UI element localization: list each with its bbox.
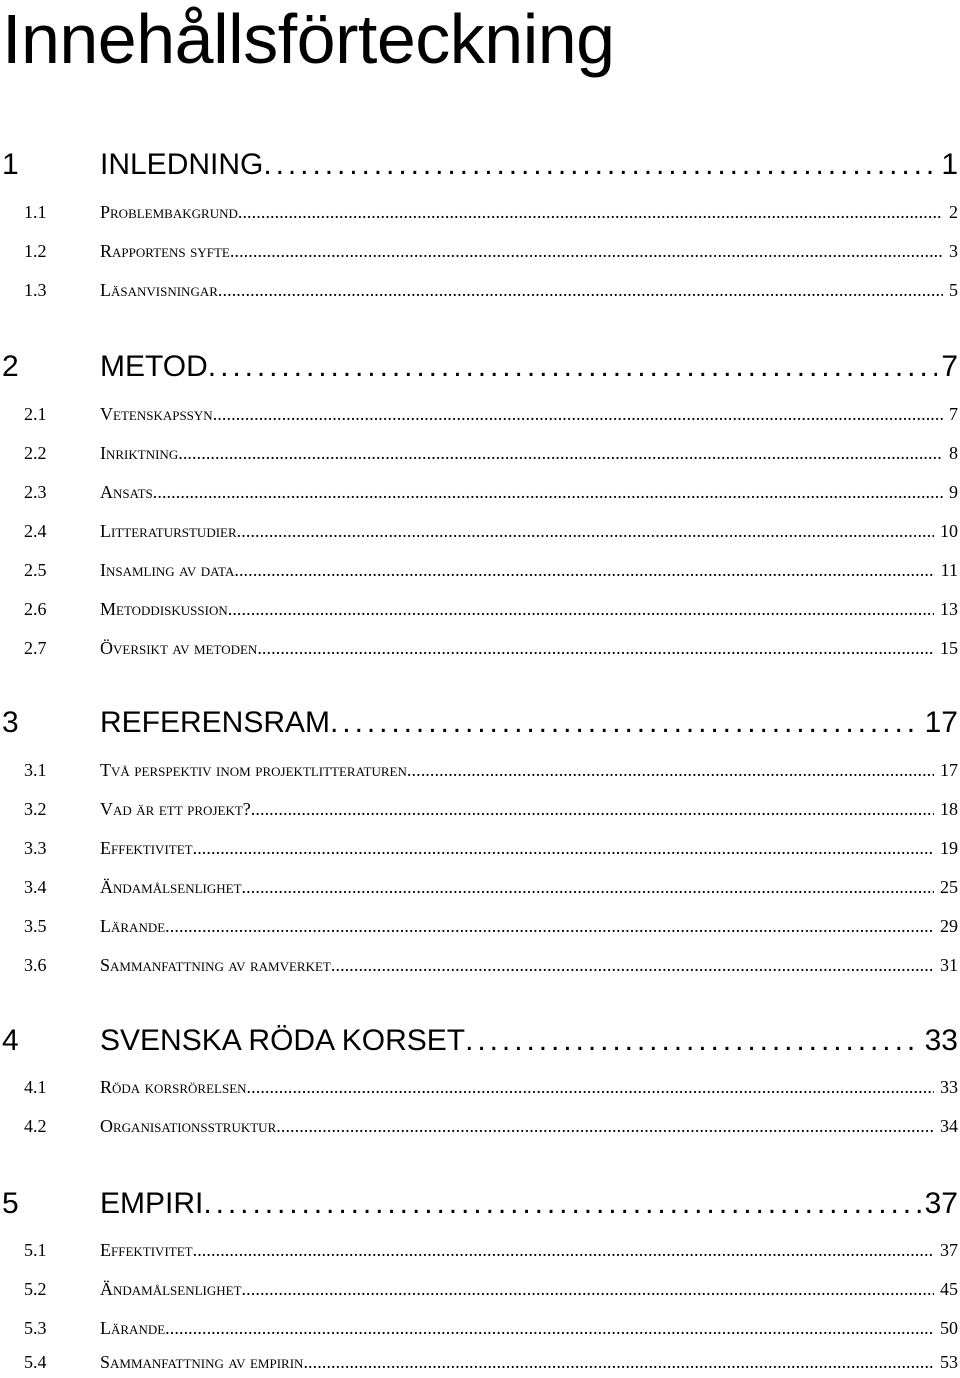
section-number: 5.3 <box>24 1318 47 1338</box>
section-title: Sammanfattning av ramverket <box>100 955 331 975</box>
section-number: 5.1 <box>24 1240 47 1260</box>
dot-leader <box>276 1116 934 1137</box>
section-title: Vetenskapssyn <box>100 404 213 424</box>
chapter-number: 4 <box>2 1024 19 1057</box>
toc-section-1-1[interactable] <box>0 202 958 226</box>
toc-section-2-3[interactable] <box>0 482 958 506</box>
section-title: Litteraturstudier <box>100 521 237 541</box>
chapter-number: 5 <box>2 1187 19 1220</box>
section-title: Rapportens syfte <box>100 241 230 261</box>
toc-section-5-2[interactable] <box>0 1279 958 1303</box>
section-number: 4.1 <box>24 1077 47 1097</box>
toc-section-2-6[interactable] <box>0 599 958 623</box>
dot-leader <box>238 202 943 223</box>
dot-leader <box>303 1352 934 1373</box>
dot-leader <box>165 916 934 937</box>
page-number: 10 <box>940 521 958 541</box>
dot-leader <box>237 521 934 542</box>
dot-leader <box>242 877 934 898</box>
toc-section-3-4[interactable] <box>0 877 958 901</box>
toc-section-3-2[interactable] <box>0 799 958 823</box>
dot-leader <box>218 280 943 301</box>
dot-leader <box>165 1318 934 1339</box>
page-number: 17 <box>924 706 958 739</box>
dot-leader <box>407 760 934 781</box>
page-number: 8 <box>949 443 958 463</box>
toc-chapter-3[interactable] <box>0 706 958 746</box>
section-title: Röda korsrörelsen <box>100 1077 247 1097</box>
page-number: 3 <box>949 241 958 261</box>
toc-section-1-3[interactable] <box>0 280 958 304</box>
section-number: 5.2 <box>24 1279 47 1299</box>
section-title: Läsanvisningar <box>100 280 218 300</box>
toc-section-2-7[interactable] <box>0 638 958 662</box>
section-number: 3.6 <box>24 955 47 975</box>
section-title: Lärande <box>100 1318 166 1338</box>
page-number: 50 <box>940 1318 958 1338</box>
section-title: Lärande <box>100 916 166 936</box>
toc-section-4-2[interactable] <box>0 1116 958 1140</box>
section-number: 2.6 <box>24 599 47 619</box>
page-number: 29 <box>940 916 958 936</box>
section-number: 3.3 <box>24 838 47 858</box>
page-number: 7 <box>949 404 958 424</box>
chapter-title: METOD <box>100 350 208 383</box>
page-number: 31 <box>940 955 958 975</box>
section-number: 1.2 <box>24 241 47 261</box>
dot-leader <box>465 1024 921 1058</box>
page-number: 37 <box>924 1187 958 1220</box>
section-number: 3.1 <box>24 760 47 780</box>
section-title: Inriktning <box>100 443 179 463</box>
page-number: 33 <box>940 1077 958 1097</box>
page-title: Innehållsförteckning <box>2 0 615 78</box>
dot-leader <box>234 560 934 581</box>
section-title: Vad är ett projekt? <box>100 799 251 819</box>
toc-chapter-4[interactable] <box>0 1024 958 1064</box>
section-title: Ändamålsenlighet <box>100 877 242 897</box>
dot-leader <box>242 1279 934 1300</box>
section-number: 5.4 <box>24 1352 47 1372</box>
page-number: 17 <box>940 760 958 780</box>
section-title: Effektivitet <box>100 1240 193 1260</box>
dot-leader <box>251 799 934 820</box>
section-title: Effektivitet <box>100 838 193 858</box>
chapter-title: SVENSKA RÖDA KORSET <box>100 1024 466 1057</box>
toc-section-3-3[interactable] <box>0 838 958 862</box>
toc-section-4-1[interactable] <box>0 1077 958 1101</box>
toc-section-5-4[interactable] <box>0 1352 958 1376</box>
section-title: Ansats <box>100 482 153 502</box>
section-number: 2.5 <box>24 560 47 580</box>
toc-section-2-4[interactable] <box>0 521 958 545</box>
dot-leader <box>257 638 934 659</box>
section-number: 2.7 <box>24 638 47 658</box>
page-number: 19 <box>940 838 958 858</box>
section-title: Organisationsstruktur <box>100 1116 277 1136</box>
page-number: 37 <box>940 1240 958 1260</box>
section-title: Problembakgrund <box>100 202 238 222</box>
section-title: Ändamålsenlighet <box>100 1279 242 1299</box>
page-number: 45 <box>940 1279 958 1299</box>
toc-section-3-1[interactable] <box>0 760 958 784</box>
toc-section-2-1[interactable] <box>0 404 958 428</box>
dot-leader <box>228 599 934 620</box>
dot-leader <box>193 838 934 859</box>
dot-leader <box>178 443 943 464</box>
chapter-number: 3 <box>2 706 19 739</box>
page-number: 11 <box>940 560 958 580</box>
toc-chapter-5[interactable] <box>0 1187 958 1227</box>
toc-section-3-5[interactable] <box>0 916 958 940</box>
page-number: 7 <box>941 350 958 383</box>
section-number: 2.2 <box>24 443 47 463</box>
section-title: Insamling av data <box>100 560 235 580</box>
page-number: 13 <box>940 599 958 619</box>
dot-leader <box>247 1077 934 1098</box>
page-number: 5 <box>949 280 958 300</box>
section-number: 2.1 <box>24 404 47 424</box>
page-number: 34 <box>940 1116 958 1136</box>
dot-leader <box>208 350 938 384</box>
dot-leader <box>330 706 921 740</box>
chapter-title: INLEDNING <box>100 148 264 181</box>
page-number: 9 <box>949 482 958 502</box>
section-number: 1.1 <box>24 202 47 222</box>
toc-section-3-6[interactable] <box>0 955 958 979</box>
toc-section-1-2[interactable] <box>0 241 958 265</box>
section-number: 3.5 <box>24 916 47 936</box>
section-number: 3.2 <box>24 799 47 819</box>
dot-leader <box>263 148 937 182</box>
section-number: 3.4 <box>24 877 47 897</box>
section-title: Översikt av metoden <box>100 638 258 658</box>
dot-leader <box>153 482 943 503</box>
toc-section-2-2[interactable] <box>0 443 958 467</box>
chapter-title: EMPIRI <box>100 1187 204 1220</box>
toc-section-5-1[interactable] <box>0 1240 958 1264</box>
toc-section-2-5[interactable] <box>0 560 958 584</box>
dot-leader <box>203 1187 920 1221</box>
dot-leader <box>193 1240 934 1261</box>
page-number: 15 <box>940 638 958 658</box>
section-number: 2.4 <box>24 521 47 541</box>
dot-leader <box>331 955 934 976</box>
chapter-number: 2 <box>2 350 19 383</box>
dot-leader <box>230 241 943 262</box>
section-number: 4.2 <box>24 1116 47 1136</box>
dot-leader <box>213 404 943 425</box>
section-title: Metoddiskussion <box>100 599 228 619</box>
chapter-number: 1 <box>2 148 19 181</box>
page-number: 25 <box>940 877 958 897</box>
page-number: 2 <box>949 202 958 222</box>
toc-chapter-2[interactable] <box>0 350 958 390</box>
section-title: Två perspektiv inom projektlitteraturen <box>100 760 407 780</box>
section-title: Sammanfattning av empirin <box>100 1352 304 1372</box>
page-number: 33 <box>924 1024 958 1057</box>
toc-chapter-1[interactable] <box>0 148 958 188</box>
page-number: 53 <box>940 1352 958 1372</box>
section-number: 2.3 <box>24 482 47 502</box>
page-number: 1 <box>941 148 958 181</box>
chapter-title: REFERENSRAM <box>100 706 331 739</box>
page-number: 18 <box>940 799 958 819</box>
section-number: 1.3 <box>24 280 47 300</box>
toc-section-5-3[interactable] <box>0 1318 958 1342</box>
